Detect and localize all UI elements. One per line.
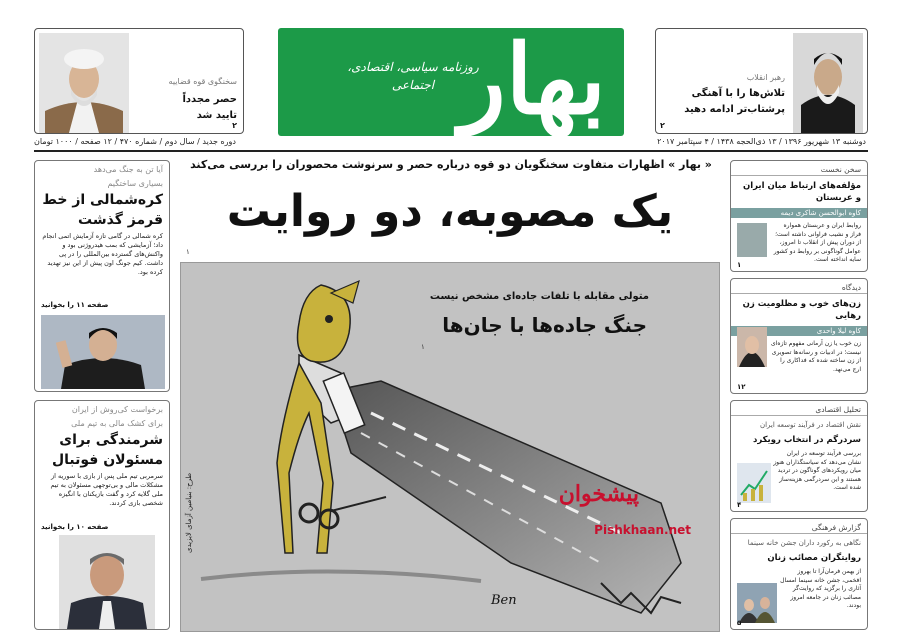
portrait-illustration	[59, 535, 155, 629]
story-title-2: مسئولان فوتبال	[52, 452, 163, 468]
cartoon-title: جنگ جاده‌ها با جان‌ها	[442, 313, 647, 337]
author-photo	[737, 327, 767, 367]
masthead-divider	[34, 150, 868, 152]
story-title: زن‌های خوب و مظلومیت زن رهایی	[742, 299, 861, 321]
story-overline-2: بسیاری ساختگیم	[107, 179, 163, 188]
story-body: سرمربی تیم ملی پس از بازی با سوریه از مشکلات مالی و بی‌توجهی مسئولان به تیم ملی گلایه کرد و گفت بازیکنان با انگیزه شخصی بازی کردند.	[50, 472, 163, 507]
story-page-number: ۱	[737, 261, 742, 269]
story-subtitle: نقش اقتصاد در فرآیند توسعه ایران	[759, 421, 861, 429]
left-story-north-korea[interactable]	[34, 160, 170, 392]
right-story-women[interactable]	[730, 278, 868, 394]
main-kicker: « بهار » اظهارات متفاوت سخنگویان دو قوه درباره حصر و سرنوشت محصوران را بررسی می‌کند	[190, 158, 712, 171]
cartoon-kicker: متولی مقابله با تلفات جاده‌ای مشخص نیست	[429, 291, 649, 302]
story-section: دیدگاه	[731, 279, 867, 294]
story-title: مؤلفه‌های ارتباط میان ایران و عربستان	[742, 181, 861, 203]
right-story-cinema[interactable]	[730, 518, 868, 630]
story-section: گزارش فرهنگی	[731, 519, 867, 534]
kim-jong-un-photo	[41, 315, 165, 389]
leader-portrait	[793, 33, 863, 133]
story-author: کاوه ابوالحسن شاکری دیمه	[731, 208, 867, 218]
story-title: سردرگم در انتخاب رویکرد	[752, 435, 861, 445]
story-subtitle: نگاهی به رکورد داران جشن خانه سینما	[747, 539, 861, 547]
watermark-persian: پیشخوان	[558, 481, 639, 507]
main-headline[interactable]: یک مصوبه، دو روایت	[226, 186, 674, 237]
story-title: روایتگران مصائب زنان	[767, 553, 861, 563]
dateline-right: دوشنبه ۱۳ شهریور ۱۳۹۶ / ۱۳ ذی‌الحجه ۱۴۳۸ / ۴ سپتامبر ۲۰۱۷	[657, 137, 866, 146]
story-body: از بهمن فرمان‌آرا تا بهروز افخمی، جشن خانه سینما امسال آثاری را برگزید که روایت‌گر مصائب زنان در جامعه امروز بودند.	[780, 568, 861, 609]
story-section: تحلیل اقتصادی	[731, 401, 867, 416]
left-teaser-page: ۲	[232, 121, 237, 130]
cartoon-credit: طرح: بنیامین آزمای لایزیدی	[185, 472, 193, 553]
left-teaser-title-2: تایید شد	[196, 110, 237, 121]
right-story-iran-saudi[interactable]	[730, 160, 868, 272]
right-teaser-label: رهبر انقلاب	[746, 73, 785, 82]
story-title-1: شرمندگی برای	[59, 432, 163, 448]
author-photo	[737, 223, 767, 257]
watermark-english: Pishkhaan.net	[594, 523, 691, 537]
story-page-ref: صفحه ۱۰ را بخوانید	[41, 523, 109, 531]
story-body: زن خوب یا زن آرمانی مفهوم تازه‌ای نیست؛ در ادبیات و رسانه‌ها تصویری از زن ساخته شده که فداکاری را ارج می‌نهد.	[770, 340, 861, 373]
story-page-ref: صفحه ۱۱ را بخوانید	[41, 301, 109, 309]
portrait-illustration	[41, 315, 165, 389]
cartoon-page-number: ۱	[421, 343, 425, 351]
newspaper-logo[interactable]	[278, 28, 624, 136]
economy-illustration	[737, 463, 771, 503]
story-page-number: ۴	[737, 501, 742, 509]
judiciary-spokesman-portrait	[39, 33, 129, 133]
masthead-left-teaser[interactable]	[34, 28, 244, 134]
masthead-right-teaser[interactable]	[655, 28, 868, 134]
left-teaser-title-1: حصر مجدداً	[182, 94, 237, 105]
story-body: کره شمالی در گامی تازه آزمایش اتمی انجام داد؛ آزمایشی که بمب هیدروژنی بود و واکنش‌های گسترده بین‌المللی را در پی داشت. کیم جونگ اون پیش از این نیز تهدید کرده بود.	[42, 232, 163, 276]
cinema-photo	[737, 583, 777, 623]
logo-tagline: روزنامه سیاسی، اقتصادی، اجتماعی	[347, 60, 479, 92]
cartoonist-signature: Ben	[491, 593, 517, 608]
portrait-illustration	[737, 583, 777, 623]
story-title-1: کره‌شمالی از خط	[42, 192, 163, 208]
story-page-number: ۱۲	[737, 383, 746, 391]
chart-arrow-icon	[737, 463, 771, 503]
story-overline-2: برای کشک مالی به تیم ملی	[71, 419, 163, 428]
story-page-number: ۵	[737, 619, 742, 627]
left-story-football[interactable]	[34, 400, 170, 630]
story-body: روابط ایران و عربستان همواره فراز و نشیب فراوانی داشته است؛ از دوران پیش از انقلاب تا امروز، عوامل گوناگونی بر روابط دو کشور سایه انداخته است.	[773, 222, 861, 263]
story-body: بررسی فرآیند توسعه در ایران نشان می‌دهد که سیاستگذاران هنوز میان رویکردهای گوناگون در تردید هستند و این سردرگمی هزینه‌ساز شده است.	[773, 450, 861, 491]
story-overline-1: برخواست کی‌روش از ایران	[71, 405, 163, 414]
story-author: کاوه لیلا واحدی	[731, 326, 867, 336]
cartoon-panel[interactable]	[180, 262, 720, 632]
right-teaser-title-2: پرشتاب‌تر ادامه دهید	[684, 104, 785, 115]
right-story-economy[interactable]	[730, 400, 868, 512]
story-overline-1: آیا تن‌ به جنگ می‌دهد	[93, 165, 163, 174]
dateline-left: دوره جدید / سال دوم / شماره ۴۷۰ / ۱۲ صفحه / ۱۰۰۰ تومان	[34, 137, 236, 146]
left-teaser-label: سخنگوی قوه قضاییه	[168, 77, 237, 86]
headline-page-number: ۱	[186, 248, 190, 256]
portrait-illustration	[39, 33, 129, 133]
right-teaser-page: ۲	[660, 121, 665, 130]
story-section: سخن نخست	[731, 161, 867, 176]
right-teaser-title-1: تلاش‌ها را با آهنگی	[691, 88, 785, 99]
portrait-illustration	[793, 33, 863, 133]
portrait-illustration	[737, 327, 767, 367]
queiroz-photo	[59, 535, 155, 629]
story-title-2: قرمز گذشت	[78, 212, 163, 228]
logo-wordmark: بهار	[459, 28, 606, 136]
